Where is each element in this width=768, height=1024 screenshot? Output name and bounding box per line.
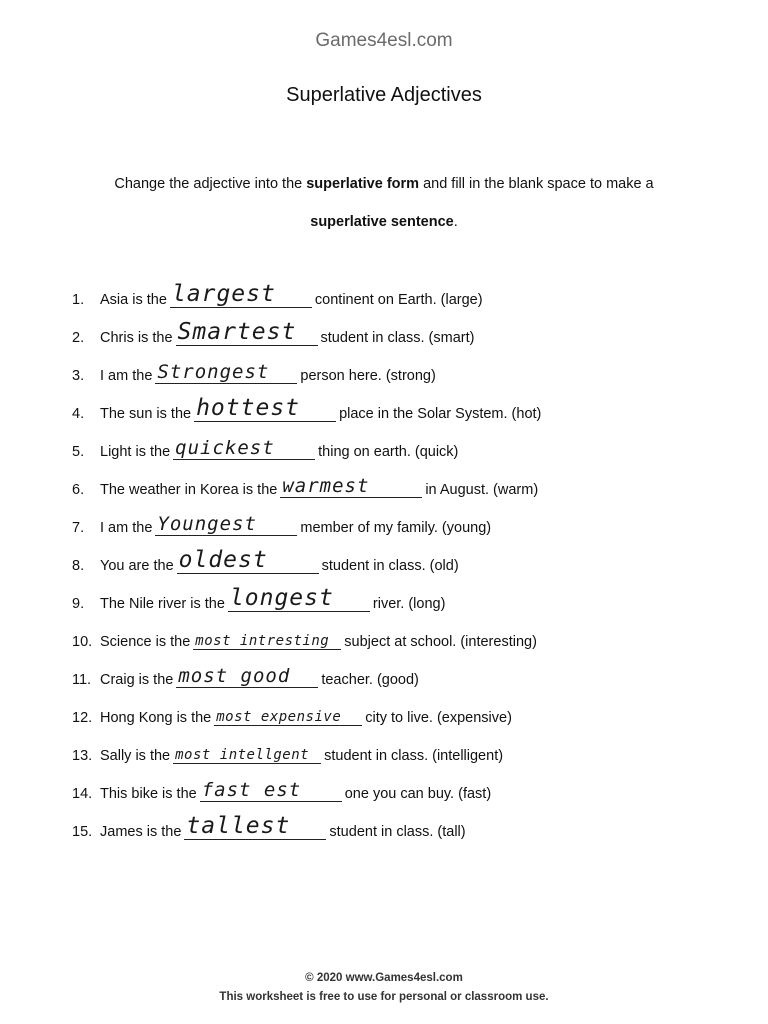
handwritten-answer: most good [178,665,291,687]
item-number: 10. [72,634,93,650]
handwritten-answer: longest [229,585,334,611]
page-title: Superlative Adjectives [286,84,482,106]
answer-blank[interactable] [194,395,336,422]
sentence-end: in August. (warm) [425,482,539,498]
item-number: 1. [72,292,85,308]
site-header: Games4esl.com [315,30,453,51]
exercise-item [72,726,692,764]
answer-blank[interactable] [177,547,319,574]
sentence-start: You are the [100,558,174,574]
instructions-text: Change the adjective into the [114,176,307,192]
item-number: 12. [72,710,93,726]
sentence-end: student in class. (old) [321,558,459,574]
item-number: 14. [72,786,93,802]
exercise-item [72,460,692,498]
exercise-item [72,346,692,384]
handwritten-answer: Strongest [157,361,270,383]
handwritten-answer: Smartest [177,319,297,345]
exercise-item [72,270,692,308]
item-number: 7. [72,520,85,536]
item-number: 3. [72,368,85,384]
sentence-end: member of my family. (young) [300,520,492,536]
sentence-end: river. (long) [372,596,446,612]
exercise-item [72,650,692,688]
exercise-list [72,270,692,840]
sentence-end: student in class. (intelligent) [324,748,504,764]
sentence-start: Craig is the [100,672,174,688]
answer-blank[interactable] [280,477,422,498]
sentence-end: continent on Earth. (large) [314,292,483,308]
item-number: 6. [72,482,85,498]
answer-blank[interactable] [200,781,342,802]
sentence-start: Sally is the [100,748,171,764]
sentence-end: one you can buy. (fast) [344,786,492,802]
sentence-start: The weather in Korea is the [100,482,278,498]
exercise-item [72,422,692,460]
answer-blank[interactable] [176,667,318,688]
answer-blank[interactable] [214,705,362,726]
sentence-start: This bike is the [100,786,197,802]
sentence-start: James is the [100,824,182,840]
answer-blank[interactable] [155,363,297,384]
sentence-start: I am the [100,520,153,536]
sentence-start: Light is the [100,444,171,460]
sentence-start: The Nile river is the [100,596,225,612]
answer-blank[interactable] [228,585,370,612]
instructions-text: and fill in the blank space to make a [419,176,654,192]
instructions-line-2 [60,214,708,230]
item-number: 9. [72,596,85,612]
handwritten-answer: warmest [282,475,370,497]
sentence-end: person here. (strong) [300,368,436,384]
sentence-end: place in the Solar System. (hot) [339,406,542,422]
answer-blank[interactable] [170,281,312,308]
sentence-start: Hong Kong is the [100,710,212,726]
handwritten-answer: most intellgent [175,747,310,763]
sentence-start: Science is the [100,634,191,650]
handwritten-answer: Youngest [157,513,257,535]
exercise-item [72,384,692,422]
sentence-end: city to live. (expensive) [365,710,512,726]
item-number: 8. [72,558,85,574]
handwritten-answer: quickest [175,437,275,459]
sentence-end: subject at school. (interesting) [344,634,537,650]
instructions-bold-term: superlative form [306,176,420,192]
handwritten-answer: tallest [186,813,291,839]
answer-blank[interactable] [176,319,318,346]
sentence-end: student in class. (tall) [329,824,466,840]
sentence-start: I am the [100,368,153,384]
answer-blank[interactable] [193,629,341,650]
sentence-start: The sun is the [100,406,192,422]
exercise-item [72,612,692,650]
sentence-start: Asia is the [100,292,167,308]
item-number: 5. [72,444,85,460]
handwritten-answer: oldest [178,547,268,573]
item-number: 2. [72,330,85,346]
footer-copyright: © 2020 www.Games4esl.com [305,972,463,984]
answer-blank[interactable] [184,813,326,840]
handwritten-answer: most intresting [195,633,330,649]
answer-blank[interactable] [155,515,297,536]
sentence-start: Chris is the [100,330,173,346]
answer-blank[interactable] [173,439,315,460]
handwritten-answer: fast est [201,779,302,801]
exercise-item [72,688,692,726]
item-number: 15. [72,824,93,840]
exercise-item [72,308,692,346]
exercise-item [72,536,692,574]
item-number: 11. [72,672,92,688]
handwritten-answer: largest [171,281,276,307]
instructions-bold-term: superlative sentence [310,214,454,230]
sentence-end: thing on earth. (quick) [318,444,459,460]
exercise-item [72,802,692,840]
sentence-end: student in class. (smart) [320,330,475,346]
footer-note: This worksheet is free to use for personal or classroom use. [219,991,549,1003]
item-number: 4. [72,406,85,422]
exercise-item [72,498,692,536]
answer-blank[interactable] [173,743,321,764]
item-number: 13. [72,748,93,764]
instructions-text: . [453,214,458,230]
handwritten-answer: most expensive [216,709,342,725]
sentence-end: teacher. (good) [321,672,419,688]
handwritten-answer: hottest [196,395,301,421]
instructions-line-1 [60,176,708,192]
exercise-item [72,764,692,802]
exercise-item [72,574,692,612]
